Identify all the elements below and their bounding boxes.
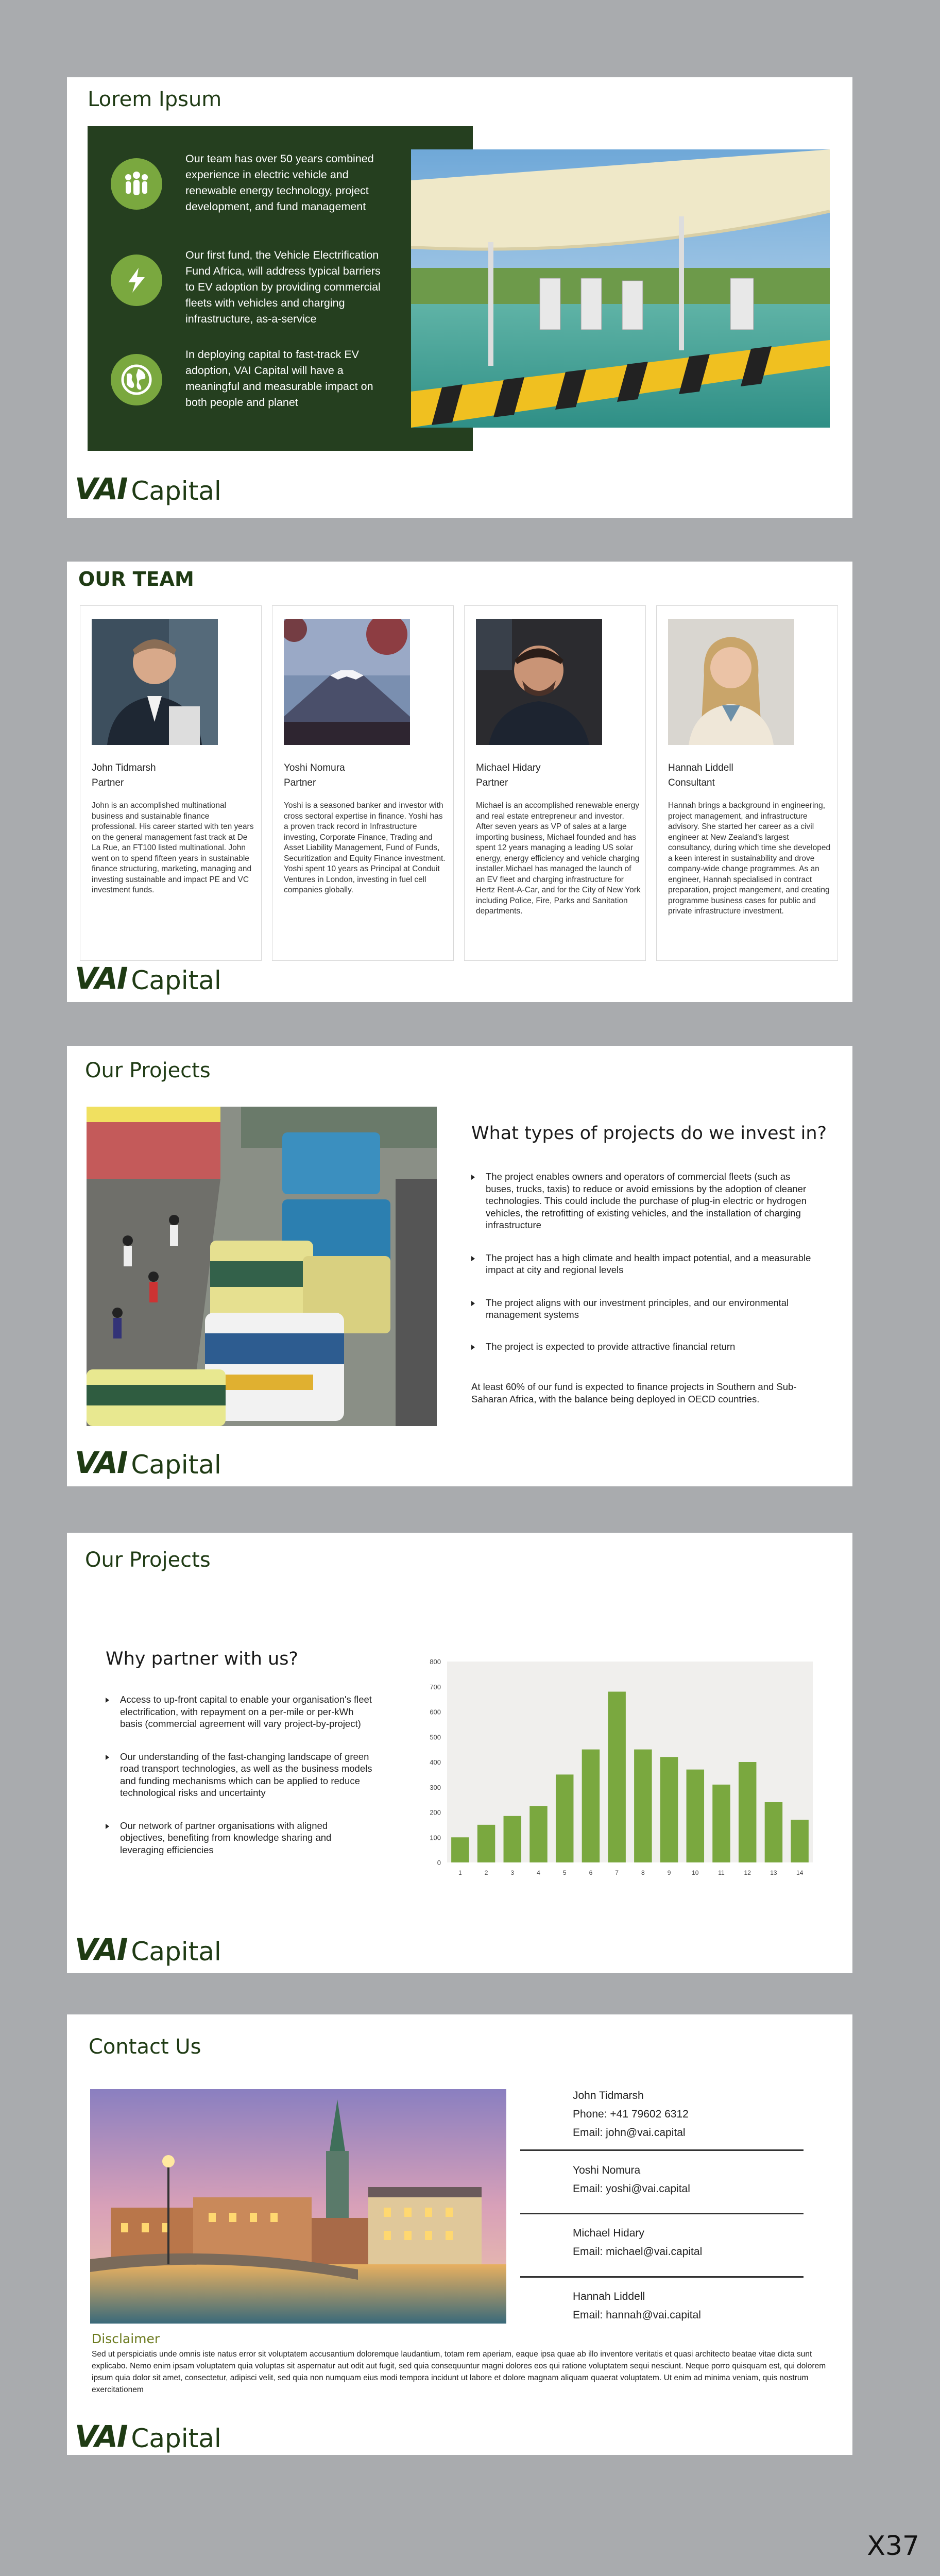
portrait-john [92, 619, 218, 745]
bar [582, 1750, 600, 1862]
slide-projects-types [67, 1046, 852, 1486]
feature-text: In deploying capital to fast-track EV adoption, VAI Capital will have a meaningful and measurable impact on both people and planet [185, 348, 373, 409]
bar [529, 1806, 547, 1862]
feature-text: Our first fund, the Vehicle Electrification Fund Africa, will address typical barriers to EV adoption by providing commercial fleets with vehicles and charging infrastructure, as-a-service [185, 249, 381, 325]
partner-benefits-list [106, 1693, 373, 1856]
slide-lorem-ipsum [67, 77, 852, 518]
vai-capital-logo [75, 471, 221, 506]
bar [791, 1820, 808, 1862]
team-card [80, 605, 262, 961]
member-bio: Yoshi is a seasoned banker and investor with cross sectoral expertise in finance. Yoshi has a proven track record in Infrastructure investing, Corporate Finance, Trading and Asset Liability Management, Fund of Funds, Securitization and Equity Finance investment. Yoshi spent 10 years as Principal at Conduit Ventures in London, investing in fuel cell companies globally. [284, 801, 446, 894]
logo-word: Capital [131, 965, 221, 995]
globe-icon [111, 354, 162, 405]
slide-title: Lorem Ipsum [88, 88, 222, 111]
slide-title: Contact Us [89, 2035, 201, 2059]
logo-word: Capital [131, 1450, 221, 1480]
contact-name: Yoshi Nomura [573, 2164, 641, 2176]
bar [504, 1816, 521, 1862]
feature-impact [111, 347, 440, 411]
traffic-photo [87, 1107, 437, 1426]
list-item: The project is expected to provide attractive financial return [471, 1341, 814, 1353]
divider [520, 2276, 804, 2278]
logo-mark: VAI [75, 961, 127, 996]
contact-yoshi [573, 2161, 690, 2198]
disclaimer-title: Disclaimer [92, 2331, 160, 2346]
x-tick-label: 9 [667, 1869, 671, 1876]
x-tick-label: 5 [562, 1869, 567, 1876]
vai-capital-logo [75, 961, 221, 996]
list-item: Our network of partner organisations with aligned objectives, benefiting from knowledge sharing and leveraging efficiencies [106, 1820, 373, 1856]
contact-email[interactable]: Email: hannah@vai.capital [573, 2309, 701, 2321]
member-name: Hannah Liddell Consultant [668, 762, 733, 788]
slide-title: OUR TEAM [78, 568, 194, 590]
y-tick-label: 0 [437, 1859, 441, 1867]
y-tick-label: 800 [430, 1658, 441, 1666]
slide-title: Our Projects [85, 1059, 211, 1082]
member-bio: Michael is an accomplished renewable energy and real estate entrepreneur and investor. After seven years as VP of sales at a large importing business, Michael founded and has spent 12 years managing a leading US solar energy, energy efficiency and vehicle charging installer.Michael has managed the launch of an EV fleet and charging infrastructure for Hertz Rent-A-Car, and for the City of New York including Police, Fire, Parks and Sanitation departments. [476, 801, 641, 916]
bar [660, 1757, 678, 1862]
x-tick-label: 7 [615, 1869, 619, 1876]
logo-word: Capital [131, 2424, 221, 2453]
slide-projects-partner [67, 1533, 852, 1973]
logo-mark: VAI [75, 1445, 127, 1480]
x-tick-label: 4 [537, 1869, 540, 1876]
bar [477, 1825, 495, 1862]
divider [520, 2149, 804, 2151]
x-tick-label: 12 [744, 1869, 751, 1876]
team-card [464, 605, 646, 961]
bar [556, 1774, 573, 1862]
y-tick-label: 400 [430, 1758, 441, 1766]
contact-email[interactable]: Email: yoshi@vai.capital [573, 2183, 690, 2195]
bar [739, 1762, 756, 1862]
member-name: Michael Hidary Partner [476, 762, 541, 788]
feature-text: Our team has over 50 years combined experience in electric vehicle and renewable energy technology, project development, and fund management [185, 152, 374, 213]
logo-mark: VAI [75, 2419, 127, 2454]
bar-chart [422, 1656, 819, 1883]
bar [451, 1837, 469, 1862]
portrait-yoshi [284, 619, 410, 745]
contact-name: Michael Hidary [573, 2227, 644, 2239]
x-tick-label: 14 [796, 1869, 804, 1876]
contact-michael [573, 2224, 702, 2261]
divider [520, 2213, 804, 2214]
member-bio: John is an accomplished multinational business and sustainable finance professional. His career started with ten years on the general management fast track at De La Rue, an FT100 listed multinational. John went on to spend fifteen years in sustainable finance structuring, marketing, managing and investing sustainable and impact PE and VC investment funds. [92, 801, 254, 894]
member-bio: Hannah brings a background in engineering, project management, and infrastructure advisory. She started her career as a civil engineer at New Zealand's largest consultancy, during which time she developed a keen interest in sustainability and drove company-wide change programmes. As an engineer, Hannah specialised in contract preparation, project mangement, and creating programme business cases for public and private infrastructure investment. [668, 801, 831, 916]
logo-mark: VAI [75, 1932, 127, 1967]
y-tick-label: 300 [430, 1783, 441, 1791]
x-tick-label: 3 [510, 1869, 515, 1876]
zurich-city-photo [90, 2089, 506, 2324]
member-name: John Tidmarsh Partner [92, 762, 156, 788]
contact-john [573, 2087, 689, 2142]
contact-name: John Tidmarsh [573, 2090, 644, 2102]
y-tick-label: 500 [430, 1733, 441, 1741]
contact-email[interactable]: Email: michael@vai.capital [573, 2246, 703, 2258]
plot-area [447, 1662, 813, 1862]
logo-word: Capital [131, 1937, 221, 1967]
y-tick-label: 600 [430, 1708, 441, 1716]
ev-charging-station-photo [411, 149, 830, 428]
logo-word: Capital [131, 476, 221, 506]
slide-our-team [67, 562, 852, 1002]
team-card [272, 605, 454, 961]
disclaimer-text: Sed ut perspiciatis unde omnis iste natus error sit voluptatem accusantium doloremque laudantium, totam rem aperiam, eaque ipsa quae ab illo inventore veritatis et quasi architecto beatae vitae dicta sunt explicabo. Nemo enim ipsam voluptatem quia voluptas sit aspernatur aut odit aut fugit, sed quia consequuntur magni dolores eos qui ratione voluptatem sequi nesciunt. Neque porro quisquam est, qui dolorem ipsum quia dolor sit amet, consectetur, adipisci velit, sed quia non numquam eius modi tempora incidunt ut labore et dolore magnam aliquam quaerat voluptatem. Ut enim ad minima veniam, quis nostrum exercitationem [92, 2350, 826, 2394]
x-tick-label: 13 [770, 1869, 777, 1876]
project-criteria-list [471, 1171, 814, 1352]
list-item: The project has a high climate and health impact potential, and a measurable impact at city and regional levels [471, 1252, 814, 1276]
feature-experience [111, 151, 440, 215]
vai-capital-logo [75, 1445, 221, 1480]
list-item: The project aligns with our investment principles, and our environmental management systems [471, 1297, 814, 1321]
x-tick-label: 1 [458, 1869, 462, 1876]
list-item: Access to up-front capital to enable your organisation's fleet electrification, with repayment on a per-mile or per-kWh basis (commercial agreement will vary project-by-project) [106, 1693, 373, 1730]
x-tick-label: 6 [589, 1869, 593, 1876]
x-tick-label: 10 [692, 1869, 699, 1876]
bar [765, 1802, 782, 1862]
portrait-hannah [668, 619, 794, 745]
vai-capital-logo [75, 2419, 221, 2454]
list-item: Our understanding of the fast-changing landscape of green road transport technologies, as well as the business models and funding mechanisms which can be applied to reduce technological risks and uncertainty [106, 1751, 373, 1799]
page-label: X37 [867, 2531, 919, 2562]
section-question: Why partner with us? [106, 1649, 299, 1669]
list-item: The project enables owners and operators of commercial fleets (such as buses, trucks, taxis) to reduce or avoid emissions by the adoption of cleaner technologies. This could include the purchase of plug-in electric or hydrogen vehicles, the retrofitting of existing vehicles, and the installation of charging infrastructure [471, 1171, 814, 1231]
x-tick-label: 8 [641, 1869, 645, 1876]
portrait-michael [476, 619, 602, 745]
feature-fund [111, 247, 440, 327]
slide-title: Our Projects [85, 1548, 211, 1572]
slide-contact-us [67, 2014, 852, 2455]
fund-allocation-note: At least 60% of our fund is expected to finance projects in Southern and Sub-Saharan Africa, with the balance being deployed in OECD countries. [471, 1381, 797, 1404]
bar-chart-svg [422, 1656, 819, 1883]
member-name: Yoshi Nomura Partner [284, 762, 345, 788]
y-tick-label: 100 [430, 1834, 441, 1842]
bar [687, 1770, 704, 1862]
x-tick-label: 11 [718, 1869, 725, 1876]
logo-mark: VAI [75, 471, 127, 506]
contact-name: Hannah Liddell [573, 2291, 645, 2302]
contact-phone[interactable]: Phone: +41 79602 6312 [573, 2108, 689, 2120]
bar [712, 1785, 730, 1862]
section-question: What types of projects do we invest in? [471, 1123, 827, 1144]
lightning-icon [111, 255, 162, 306]
contact-email[interactable]: Email: john@vai.capital [573, 2127, 686, 2139]
y-tick-label: 200 [430, 1808, 441, 1817]
y-tick-label: 700 [430, 1683, 441, 1691]
team-icon [111, 158, 162, 210]
bar [608, 1692, 625, 1863]
x-tick-label: 2 [484, 1869, 488, 1876]
bar [634, 1750, 652, 1862]
vai-capital-logo [75, 1932, 221, 1967]
contact-hannah [573, 2287, 701, 2325]
team-card [656, 605, 838, 961]
